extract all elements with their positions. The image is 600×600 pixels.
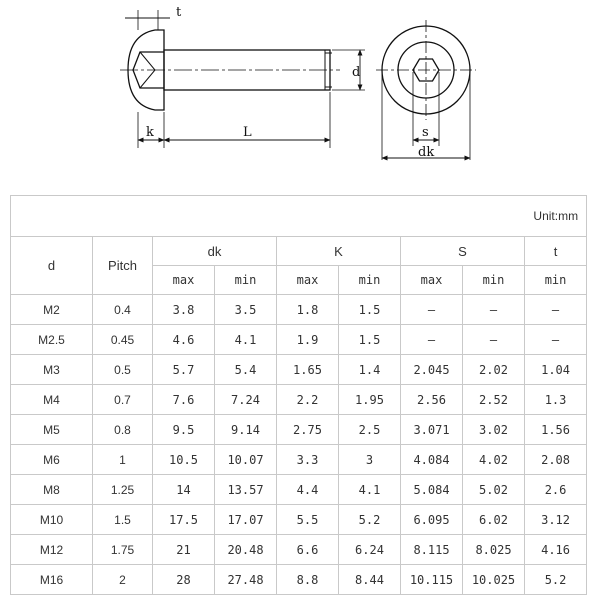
table-row xyxy=(11,445,587,475)
cell-s-min: 2.02 xyxy=(463,355,525,385)
cell-pitch: 0.7 xyxy=(93,385,153,415)
cell-pitch: 1.5 xyxy=(93,505,153,535)
header-d: d xyxy=(11,237,93,295)
table-body xyxy=(11,295,587,595)
cell-k-min: 4.1 xyxy=(339,475,401,505)
cell-s-min: – xyxy=(463,295,525,325)
header-s: S xyxy=(401,237,525,266)
cell-pitch: 0.5 xyxy=(93,355,153,385)
cell-dk-max: 17.5 xyxy=(153,505,215,535)
cell-k-min: 2.5 xyxy=(339,415,401,445)
header-k: K xyxy=(277,237,401,266)
cell-dk-max: 14 xyxy=(153,475,215,505)
cell-t-min: 1.3 xyxy=(525,385,587,415)
cell-pitch: 1 xyxy=(93,445,153,475)
header-t: t xyxy=(525,237,587,266)
cell-k-max: 1.9 xyxy=(277,325,339,355)
cell-d: M2 xyxy=(11,295,93,325)
header-k-max: max xyxy=(277,266,339,295)
cell-k-max: 5.5 xyxy=(277,505,339,535)
cell-k-min: 8.44 xyxy=(339,565,401,595)
cell-s-min: 5.02 xyxy=(463,475,525,505)
cell-s-min: 4.02 xyxy=(463,445,525,475)
cell-s-min: 6.02 xyxy=(463,505,525,535)
cell-dk-max: 9.5 xyxy=(153,415,215,445)
unit-label: Unit:mm xyxy=(11,196,587,237)
cell-t-min: 4.16 xyxy=(525,535,587,565)
cell-d: M3 xyxy=(11,355,93,385)
cell-dk-min: 7.24 xyxy=(215,385,277,415)
cell-s-min: 8.025 xyxy=(463,535,525,565)
cell-dk-max: 21 xyxy=(153,535,215,565)
cell-s-max: 5.084 xyxy=(401,475,463,505)
label-s: s xyxy=(422,125,429,140)
cell-k-max: 1.65 xyxy=(277,355,339,385)
cell-k-max: 1.8 xyxy=(277,295,339,325)
header-s-min: min xyxy=(463,266,525,295)
table-row xyxy=(11,415,587,445)
header-s-max: max xyxy=(401,266,463,295)
cell-d: M8 xyxy=(11,475,93,505)
label-dk: dk xyxy=(418,145,435,160)
header-dk-min: min xyxy=(215,266,277,295)
cell-pitch: 0.8 xyxy=(93,415,153,445)
table-row xyxy=(11,385,587,415)
cell-t-min: 1.04 xyxy=(525,355,587,385)
cell-s-min: 3.02 xyxy=(463,415,525,445)
cell-t-min: 1.56 xyxy=(525,415,587,445)
header-dk-max: max xyxy=(153,266,215,295)
cell-dk-min: 20.48 xyxy=(215,535,277,565)
header-k-min: min xyxy=(339,266,401,295)
cell-dk-max: 5.7 xyxy=(153,355,215,385)
cell-d: M12 xyxy=(11,535,93,565)
cell-s-max: 3.071 xyxy=(401,415,463,445)
cell-s-max: 2.56 xyxy=(401,385,463,415)
cell-s-max: 6.095 xyxy=(401,505,463,535)
table-row xyxy=(11,475,587,505)
cell-d: M10 xyxy=(11,505,93,535)
cell-k-max: 4.4 xyxy=(277,475,339,505)
cell-t-min: 3.12 xyxy=(525,505,587,535)
cell-pitch: 1.25 xyxy=(93,475,153,505)
cell-dk-min: 5.4 xyxy=(215,355,277,385)
cell-pitch: 0.4 xyxy=(93,295,153,325)
table-row xyxy=(11,295,587,325)
cell-k-min: 3 xyxy=(339,445,401,475)
cell-dk-min: 10.07 xyxy=(215,445,277,475)
cell-s-min: 10.025 xyxy=(463,565,525,595)
cell-d: M2.5 xyxy=(11,325,93,355)
cell-pitch: 0.45 xyxy=(93,325,153,355)
cell-dk-max: 4.6 xyxy=(153,325,215,355)
label-d: d xyxy=(352,65,361,80)
cell-k-min: 1.95 xyxy=(339,385,401,415)
bolt-technical-drawing xyxy=(0,0,600,190)
cell-k-min: 1.5 xyxy=(339,325,401,355)
cell-s-max: 4.084 xyxy=(401,445,463,475)
table-row xyxy=(11,355,587,385)
cell-t-min: – xyxy=(525,295,587,325)
cell-dk-min: 27.48 xyxy=(215,565,277,595)
cell-t-min: – xyxy=(525,325,587,355)
header-dk: dk xyxy=(153,237,277,266)
cell-k-max: 3.3 xyxy=(277,445,339,475)
cell-dk-max: 7.6 xyxy=(153,385,215,415)
cell-k-max: 8.8 xyxy=(277,565,339,595)
header-t-min: min xyxy=(525,266,587,295)
cell-pitch: 1.75 xyxy=(93,535,153,565)
cell-s-max: 10.115 xyxy=(401,565,463,595)
table-row xyxy=(11,325,587,355)
cell-k-max: 2.75 xyxy=(277,415,339,445)
cell-dk-min: 9.14 xyxy=(215,415,277,445)
cell-dk-max: 28 xyxy=(153,565,215,595)
cell-d: M16 xyxy=(11,565,93,595)
cell-dk-min: 3.5 xyxy=(215,295,277,325)
cell-s-max: – xyxy=(401,295,463,325)
label-k: k xyxy=(146,125,154,140)
cell-s-max: – xyxy=(401,325,463,355)
cell-k-max: 2.2 xyxy=(277,385,339,415)
label-L: L xyxy=(243,125,252,140)
cell-k-min: 5.2 xyxy=(339,505,401,535)
cell-d: M5 xyxy=(11,415,93,445)
cell-s-max: 8.115 xyxy=(401,535,463,565)
cell-pitch: 2 xyxy=(93,565,153,595)
table-row xyxy=(11,535,587,565)
cell-d: M4 xyxy=(11,385,93,415)
cell-t-min: 5.2 xyxy=(525,565,587,595)
cell-k-min: 1.5 xyxy=(339,295,401,325)
cell-t-min: 2.6 xyxy=(525,475,587,505)
cell-k-min: 6.24 xyxy=(339,535,401,565)
cell-dk-min: 4.1 xyxy=(215,325,277,355)
cell-s-min: – xyxy=(463,325,525,355)
cell-s-max: 2.045 xyxy=(401,355,463,385)
cell-k-max: 6.6 xyxy=(277,535,339,565)
cell-d: M6 xyxy=(11,445,93,475)
table-row xyxy=(11,505,587,535)
cell-s-min: 2.52 xyxy=(463,385,525,415)
label-t: t xyxy=(176,5,182,20)
dimension-table xyxy=(10,195,587,595)
cell-k-min: 1.4 xyxy=(339,355,401,385)
cell-dk-max: 3.8 xyxy=(153,295,215,325)
header-pitch: Pitch xyxy=(93,237,153,295)
cell-t-min: 2.08 xyxy=(525,445,587,475)
cell-dk-min: 17.07 xyxy=(215,505,277,535)
table-row xyxy=(11,565,587,595)
cell-dk-max: 10.5 xyxy=(153,445,215,475)
cell-dk-min: 13.57 xyxy=(215,475,277,505)
